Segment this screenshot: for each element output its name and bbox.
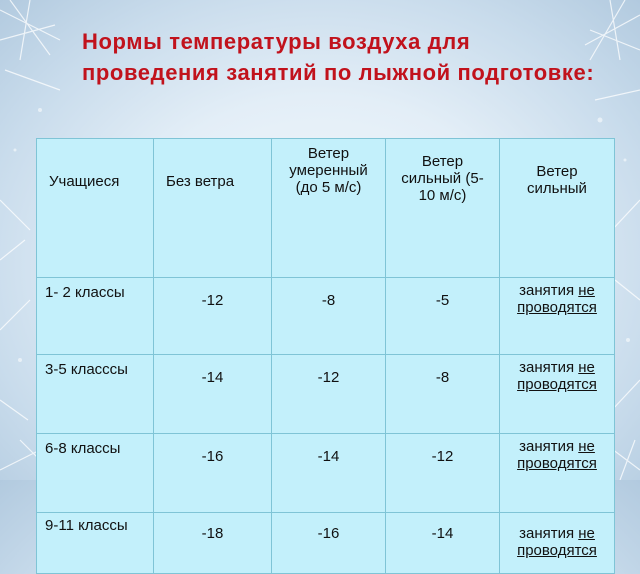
table-row <box>37 513 615 574</box>
cell-group: 9-11 классы <box>37 513 154 574</box>
header-no-wind: Без ветра <box>154 139 272 278</box>
header-strong-wind: Ветер сильный (5-10 м/с) <box>386 139 500 278</box>
note-not: не <box>578 359 595 376</box>
cell-no-wind: -12 <box>154 278 272 355</box>
note-not: не <box>578 438 595 455</box>
header-moderate-wind: Ветер умеренный (до 5 м/с) <box>272 139 386 278</box>
cell-no-wind: -14 <box>154 355 272 434</box>
note-text: занятия <box>519 438 575 455</box>
cell-moderate: -16 <box>272 513 386 574</box>
cell-moderate: -12 <box>272 355 386 434</box>
table-row <box>37 434 615 513</box>
cell-moderate: -8 <box>272 278 386 355</box>
note-text: занятия <box>519 525 575 542</box>
cell-strong: -14 <box>386 513 500 574</box>
cell-strong: -12 <box>386 434 500 513</box>
cell-strong: -8 <box>386 355 500 434</box>
cell-group: 6-8 классы <box>37 434 154 513</box>
note-held: проводятся <box>517 542 597 559</box>
table-header-row <box>37 139 615 278</box>
table-row <box>37 355 615 434</box>
note-not: не <box>578 282 595 299</box>
note-text: занятия <box>519 359 575 376</box>
cell-very-strong <box>500 513 615 574</box>
cell-very-strong <box>500 434 615 513</box>
cell-very-strong <box>500 278 615 355</box>
cell-strong: -5 <box>386 278 500 355</box>
cell-no-wind: -18 <box>154 513 272 574</box>
note-text: занятия <box>519 282 575 299</box>
cell-group: 3-5 класссы <box>37 355 154 434</box>
cell-moderate: -14 <box>272 434 386 513</box>
cell-no-wind: -16 <box>154 434 272 513</box>
note-held: проводятся <box>517 299 597 316</box>
note-held: проводятся <box>517 376 597 393</box>
table-row <box>37 278 615 355</box>
note-held: проводятся <box>517 455 597 472</box>
cell-very-strong <box>500 355 615 434</box>
header-very-strong-wind: Ветер сильный <box>500 139 615 278</box>
header-students: Учащиеся <box>37 139 154 278</box>
page-title: Нормы температуры воздуха для проведения занятий по лыжной подготовке: <box>82 29 595 85</box>
note-not: не <box>578 525 595 542</box>
temperature-norms-table <box>36 138 615 574</box>
cell-group: 1- 2 классы <box>37 278 154 355</box>
